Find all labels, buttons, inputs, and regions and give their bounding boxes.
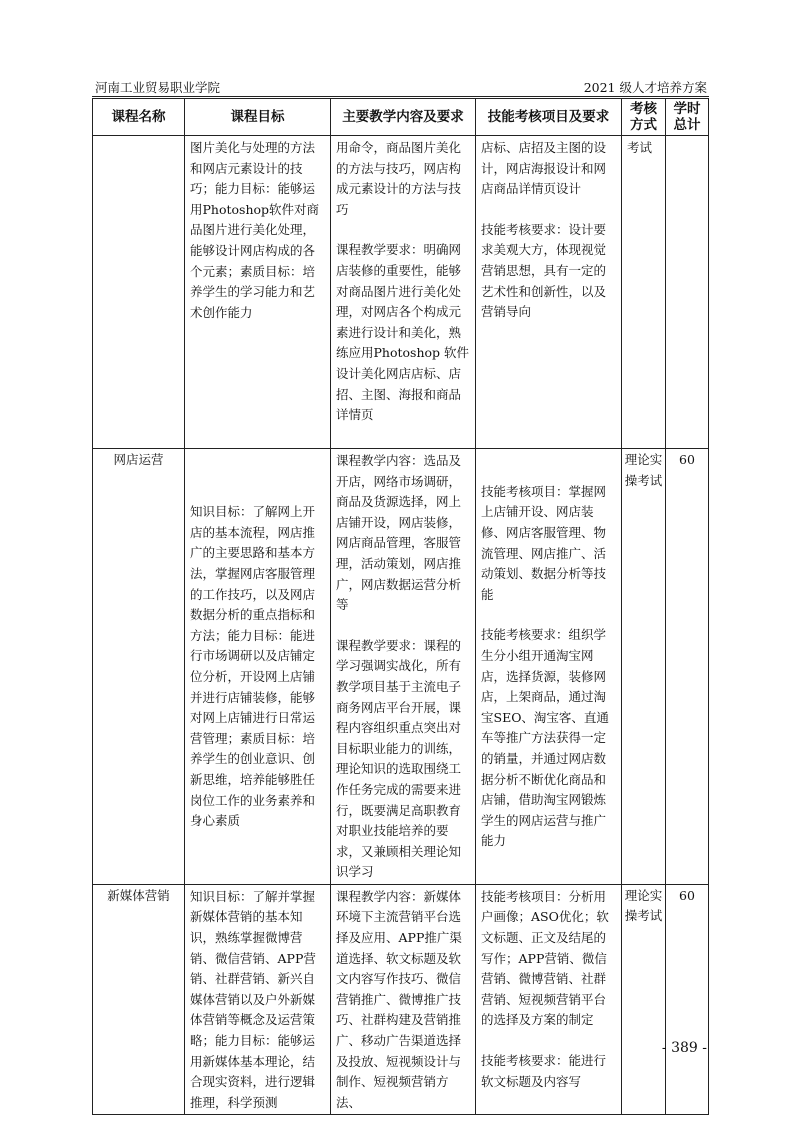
- skill-requirement-text: 技能考核要求：能进行软文标题及内容写: [481, 1053, 607, 1089]
- col-total-hours: 学时总计: [666, 99, 709, 136]
- col-course-name: 课程名称: [93, 99, 185, 136]
- skill-item-text: 技能考核项目：掌握网上店铺开设、网店装修、网店客服管理、物流管理、网店推广、活动策划、数据分析等技能: [481, 483, 607, 602]
- skill-requirement-text: 技能考核要求：设计要求美观大方，体现视觉营销思想，具有一定的艺术性和创新性，以及营销导向: [481, 221, 607, 320]
- col-course-goal: 课程目标: [185, 99, 331, 136]
- content-text: 课程教学内容：新媒体环境下主流营销平台选择及应用、APP推广渠道选择、软文标题及软文内容写作技巧、微信营销推广、微博推广技巧、社群构建及营销推广、移动广告渠道选择及投放、短视频设计与制作、短视频营销方法、: [336, 888, 462, 1110]
- cell-exam-method: 理论实操考试: [622, 449, 666, 885]
- cell-course-name: 新媒体营销: [93, 884, 185, 1115]
- cell-skill-assessment: [476, 136, 622, 449]
- skill-requirement-text: 技能考核要求：组织学生分小组开通淘宝网店，选择货源，装修网店，上架商品，通过淘宝SEO、淘宝客、直通车等推广方法获得一定的销量，并通过网店数据分析不断优化商品和店铺，借助淘宝网锻炼学生的网店运营与推广能力: [481, 627, 609, 849]
- skill-item-text: 技能考核项目：分析用户画像；ASO优化；软文标题、正文及结尾的写作；APP营销、微信营销、微博营销、社群营销、短视频营销平台的选择及方案的制定: [481, 888, 609, 1028]
- col-skill-assessment: 技能考核项目及要求: [476, 99, 622, 136]
- cell-total-hours: 60: [666, 884, 709, 1115]
- cell-skill-assessment: [476, 884, 622, 1115]
- table-header-row: [93, 99, 709, 136]
- col-exam-method: 考核方式: [622, 99, 666, 136]
- course-table: [92, 98, 709, 1115]
- cell-total-hours: 60: [666, 449, 709, 885]
- cell-course-name: 网店运营: [93, 449, 185, 885]
- cell-exam-method: 理论实操考试: [622, 884, 666, 1115]
- table-row: [93, 449, 709, 885]
- col-main-content: 主要教学内容及要求: [331, 99, 476, 136]
- cell-skill-assessment: [476, 449, 622, 885]
- cell-main-content: [331, 136, 476, 449]
- goal-text: 知识目标：了解并掌握新媒体营销的基本知识，熟练掌握微博营销、微信营销、APP营销、社群营销、新兴自媒体营销以及户外新媒体营销等概念及运营策略；能力目标：能够运用新媒体基本理论，结合现实资料，进行逻辑推理，科学预测: [190, 888, 316, 1110]
- skill-item-text: 店标、店招及主图的设计，网店海报设计和网店商品详情页设计: [481, 140, 607, 197]
- header-doc-title: 2021 级人才培养方案: [583, 80, 707, 95]
- exam-method-text: 考试: [627, 140, 653, 155]
- cell-main-content: [331, 884, 476, 1115]
- content-text: 课程教学内容：选品及开店，网络市场调研，商品及货源选择，网上店铺开设，网店装修，网店商品管理，客服管理，活动策划，网店推广，网店数据运营分析等: [336, 453, 462, 613]
- table-row: [93, 884, 709, 1115]
- header-rule: [92, 96, 709, 97]
- cell-course-name: [93, 136, 185, 449]
- cell-total-hours: [666, 136, 709, 449]
- cell-course-goal: [185, 449, 331, 885]
- header-school: 河南工业贸易职业学院: [95, 80, 221, 95]
- content-text: 用命令，商品图片美化的方法与技巧，网店构成元素设计的方法与技巧: [336, 140, 462, 217]
- goal-text: 图片美化与处理的方法和网店元素设计的技巧；能力目标：能够运用Photoshop软件对商品图片进行美化处理，能够设计网店构成的各个元素；素质目标：培养学生的学习能力和艺术创作能力: [190, 140, 320, 320]
- cell-course-goal: [185, 136, 331, 449]
- cell-main-content: [331, 449, 476, 885]
- table-row: [93, 136, 709, 449]
- content-requirement-text: 课程教学要求：明确网店装修的重要性，能够对商品图片进行美化处理，对网店各个构成元素进行设计和美化，熟练应用Photoshop 软件设计美化网店店标、店招、主图、海报和商品详情页: [336, 242, 470, 423]
- cell-course-goal: [185, 884, 331, 1115]
- page-number: - 389 -: [661, 1040, 707, 1056]
- cell-exam-method: [622, 136, 666, 449]
- goal-text: 知识目标：了解网上开店的基本流程，网店推广的主要思路和基本方法，掌握网店客服管理的工作技巧，以及网店数据分析的重点指标和方法；能力目标：能进行市场调研以及店铺定位分析，开设网上店铺并进行店铺装修，能够对网上店铺进行日常运营管理；素质目标：培养学生的创业意识、创新思维，培养能够胜任岗位工作的业务素养和身心素质: [190, 504, 316, 829]
- content-requirement-text: 课程教学要求：课程的学习强调实战化，所有教学项目基于主流电子商务网店平台开展，课程内容组织重点突出对目标职业能力的训练，理论知识的选取围绕工作任务完成的需要来进行，既要满足高职教育对职业技能培养的要求，又兼顾相关理论知识学习: [336, 637, 462, 880]
